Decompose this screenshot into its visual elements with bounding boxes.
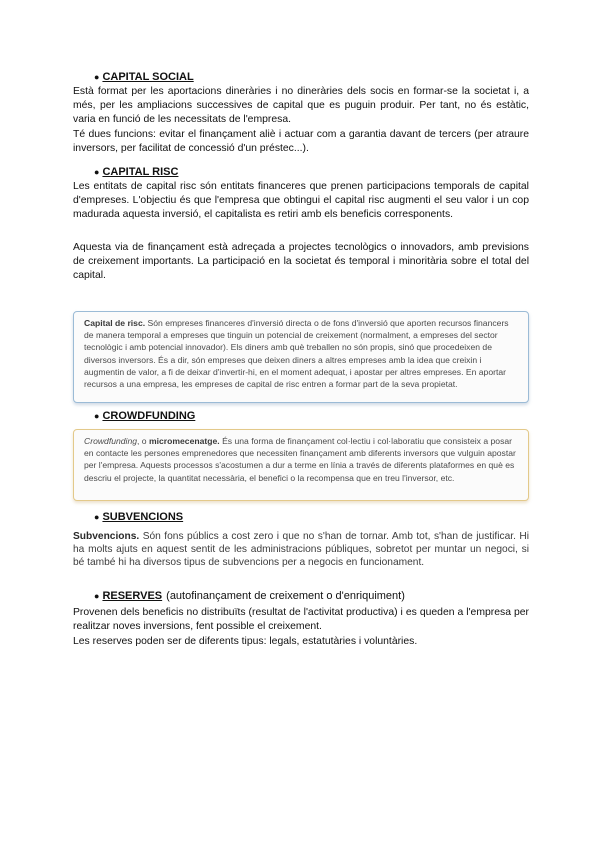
bullet-icon: ● <box>94 167 100 177</box>
capital-risc-paragraph-2: Aquesta via de finançament està adreçada a projectes tecnològics o innovadors, amb previsions de creixement importants. La participació en la societat és temporal i minoritària sobre el total del capital. <box>73 242 529 282</box>
subvencions-definition <box>73 530 529 569</box>
bullet-icon: ● <box>94 512 100 522</box>
capital-risc-definition <box>84 317 518 390</box>
reserves-paragraph-1: Provenen dels beneficis no distribuïts (resultat de l'activitat productiva) i es queden a l'empresa per realitzar noves inversions, fent possible el creixement. <box>73 607 529 633</box>
capital-risc-paragraph-1: Les entitats de capital risc són entitats financeres que prenen participacions temporals de capital d'empreses. L'objectiu és que l'empresa que obtingui el capital risc augmenti el seu valor i un cop madurada aquesta inversió, el capitalista es retiri amb els beneficis corresponents. <box>73 181 529 221</box>
definition-term: micromecenatge. <box>148 436 220 446</box>
crowdfunding-definition-box <box>73 429 529 501</box>
definition-text: Són fons públics a cost zero i que no s'han de tornar. Amb tot, s'han de justificar. Hi ha molts ajuts en aquest sentit de les administracions públiques, sobretot per muntar un negoci, si bé també hi ha diversos tipus de subvencions per a negocis en funcionament. <box>73 531 529 568</box>
bullet-icon: ● <box>94 72 100 82</box>
capital-social-paragraph-2: Té dues funcions: evitar el finançament aliè i actuar com a garantia davant de tercers (per atraure inversors, per facilitat de concessió d'un préstec...). <box>73 129 529 155</box>
definition-term-italic: Crowdfunding <box>84 436 138 446</box>
reserves-paragraph-2: Les reserves poden ser de diferents tipus: legals, estatutàries i voluntàries. <box>73 636 418 647</box>
definition-term: Capital de risc. <box>84 318 146 328</box>
heading-text: SUBVENCIONS <box>102 511 184 523</box>
heading-text: CROWDFUNDING <box>102 410 196 422</box>
bullet-icon: ● <box>94 591 100 601</box>
heading-subvencions <box>94 511 183 523</box>
definition-text: És una forma de finançament col·lectiu i col·laboratiu que consisteix a posar en contacte les persones emprenedores que necessiten finançament amb diferents inversors que vulguin apostar per l'empresa. Aquests processos s'acostumen a dur a terme en línia a través de diferents plataformes en què es descriu el projecte, la quantitat necessària, el benefici o la recompensa que en treu l'inversor, etc. <box>84 436 516 483</box>
heading-text: CAPITAL RISC <box>102 166 179 178</box>
heading-capital-risc <box>94 166 178 178</box>
capital-social-paragraph-1: Està format per les aportacions dineràries i no dineràries dels socis en formar-se la societat i, a més, per les ampliacions successives de capital que es puguin produir. Per tant, no és estàtic, varia en funció de les necessitats de l'empresa. <box>73 86 529 126</box>
crowdfunding-definition <box>84 435 518 484</box>
definition-text: Són empreses financeres d'inversió directa o de fons d'inversió que aporten recursos financers de manera temporal a empreses que tinguin un potencial de creixement (normalment, a empreses del sector tecnològic i amb potencial innovador). Els diners amb què treballen no són propis, sinó que procedeixen de diversos inversors. És a dir, són empreses que deixen diners a altres empreses amb la idea que creixin i augmentin de valor, a fi de deixar d'invertir-hi, en el moment adequat, i apostar per altres empreses. En aportar recursos a una empresa, les empreses de capital de risc entren a formar part de la seva propietat. <box>84 318 509 390</box>
bullet-icon: ● <box>94 411 100 421</box>
definition-term: Subvencions. <box>73 531 140 542</box>
heading-crowdfunding <box>94 410 195 422</box>
heading-reserves <box>94 590 405 602</box>
capital-risc-definition-box <box>73 311 529 403</box>
heading-note: (autofinançament de creixement o d'enriquiment) <box>166 590 405 602</box>
heading-text: CAPITAL SOCIAL <box>102 71 194 83</box>
heading-capital-social <box>94 71 194 83</box>
heading-text: RESERVES <box>102 590 163 602</box>
definition-connector: , o <box>137 436 149 446</box>
